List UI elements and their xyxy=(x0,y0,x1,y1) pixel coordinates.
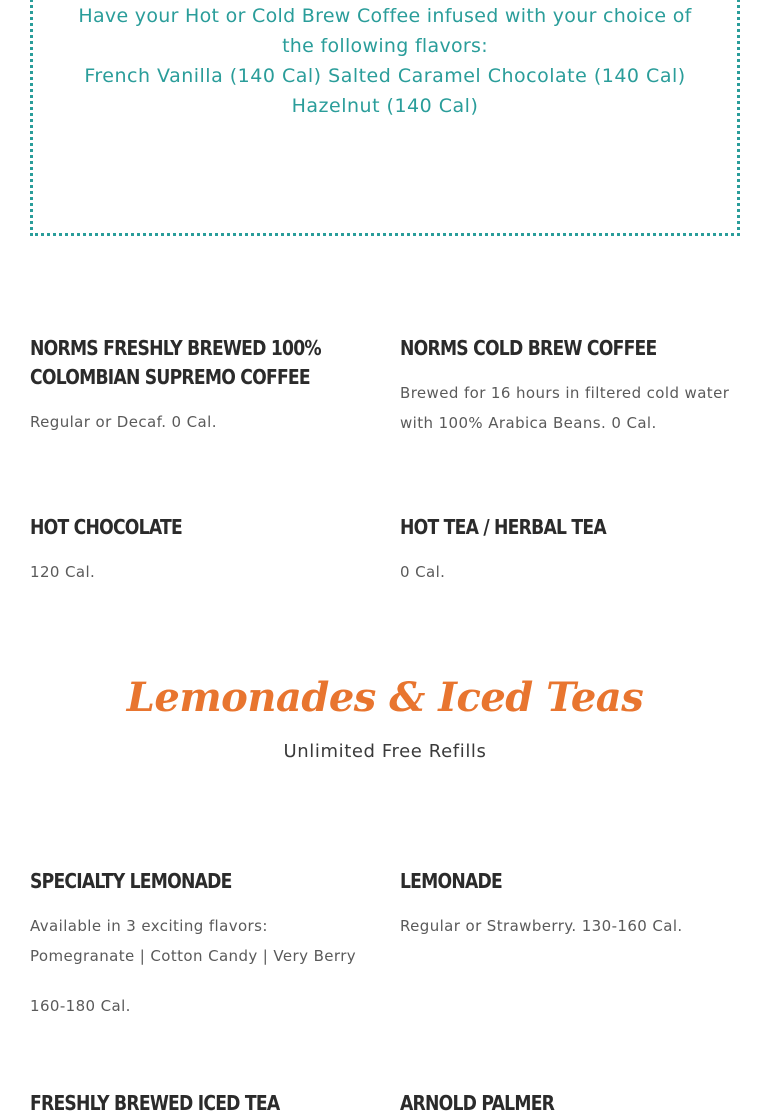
menu-item-description: Brewed for 16 hours in filtered cold water with 100% Arabica Beans. 0 Cal. xyxy=(400,384,730,432)
menu-item-specialty-lemonade xyxy=(30,867,375,1021)
menu-item-flavors: Pomegranate | Cotton Candy | Very Berry xyxy=(30,947,357,965)
menu-item-title: ARNOLD PALMER xyxy=(400,1091,555,1115)
menu-item-title: FRESHLY BREWED ICED TEA xyxy=(30,1091,280,1115)
menu-item-title: NORMS FRESHLY BREWED 100% COLOMBIAN SUPREMO COFFEE xyxy=(30,336,321,389)
menu-item-description: Regular or Strawberry. 130-160 Cal. xyxy=(400,917,683,935)
promo-intro-text: Have your Hot or Cold Brew Coffee infused with your choice of the following flavors: xyxy=(78,5,692,57)
menu-item-lemonade xyxy=(400,867,745,941)
menu-item-description: Available in 3 exciting flavors: xyxy=(30,917,268,935)
menu-item-description: 0 Cal. xyxy=(400,563,446,581)
menu-item-iced-tea xyxy=(30,1089,375,1118)
section-title-lemonades: Lemonades & Iced Teas xyxy=(126,674,644,721)
menu-item-hot-chocolate xyxy=(30,513,375,587)
menu-item-cold-brew xyxy=(400,334,745,438)
promo-flavors-text: French Vanilla (140 Cal) Salted Caramel Chocolate (140 Cal) Hazelnut (140 Cal) xyxy=(84,65,686,117)
menu-item-arnold-palmer xyxy=(400,1089,745,1118)
menu-item-calories: 160-180 Cal. xyxy=(30,997,131,1015)
menu-item-title: SPECIALTY LEMONADE xyxy=(30,869,232,893)
menu-item-title: NORMS COLD BREW COFFEE xyxy=(400,336,657,360)
section-subtitle-refills: Unlimited Free Refills xyxy=(283,741,487,762)
flavor-promo-box xyxy=(30,0,740,236)
menu-item-title: LEMONADE xyxy=(400,869,502,893)
menu-item-title: HOT CHOCOLATE xyxy=(30,515,182,539)
menu-item-hot-tea xyxy=(400,513,745,587)
menu-item-colombian-coffee xyxy=(30,334,375,437)
menu-item-description: 120 Cal. xyxy=(30,563,96,581)
menu-item-description: Regular or Decaf. 0 Cal. xyxy=(30,413,217,431)
menu-item-title: HOT TEA / HERBAL TEA xyxy=(400,515,606,539)
